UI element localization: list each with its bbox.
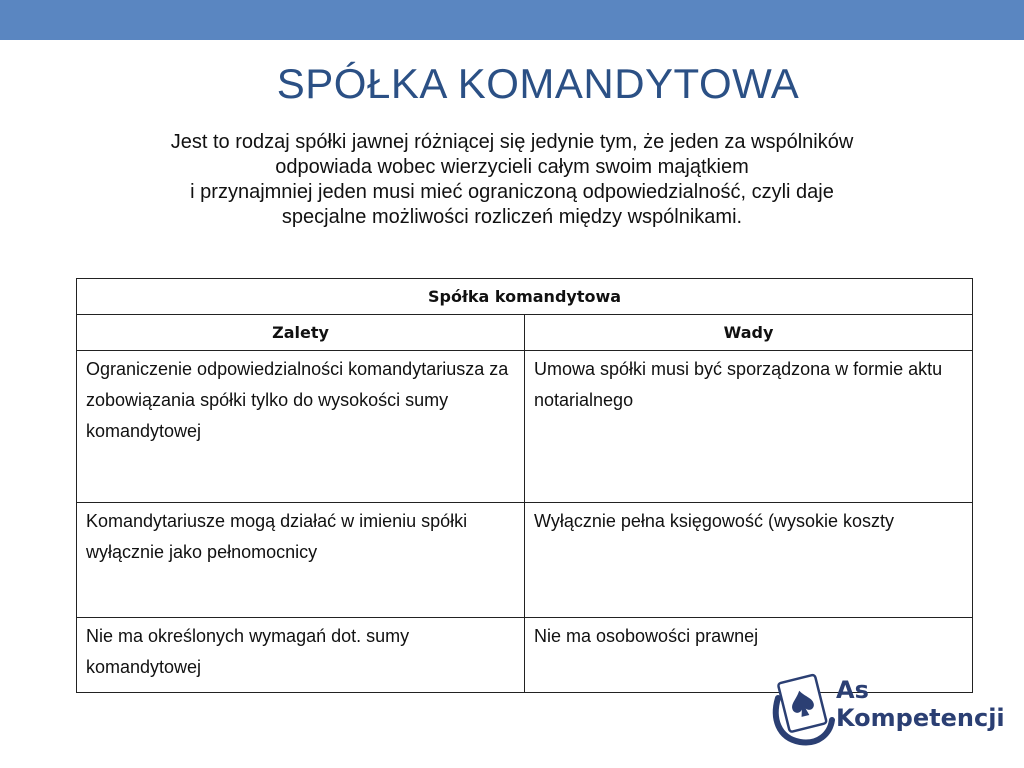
table-row: [77, 351, 973, 503]
intro-line: specjalne możliwości rozliczeń między wspólnikami.: [281, 206, 743, 228]
column-header-zalety: Zalety: [77, 315, 525, 351]
pros-cons-table: [76, 278, 973, 693]
logo-line2: Kompetencji: [836, 704, 1005, 732]
zalety-cell: Nie ma określonych wymagań dot. sumy komandytowej: [77, 618, 525, 693]
wady-cell: Nie ma osobowości prawnej: [525, 618, 973, 693]
intro-line: i przynajmniej jeden musi mieć ograniczoną odpowiedzialność, czyli daje: [190, 181, 834, 203]
intro-paragraph: [60, 130, 964, 230]
logo-wordmark: [836, 676, 1005, 732]
intro-line: odpowiada wobec wierzycieli całym swoim majątkiem: [275, 156, 749, 178]
table-caption: Spółka komandytowa: [77, 279, 973, 315]
logo-line1: As: [836, 676, 869, 704]
as-kompetencji-logo: [768, 668, 1005, 752]
intro-line: Jest to rodzaj spółki jawnej różniącej się jedynie tym, że jeden za wspólników: [170, 131, 854, 153]
header-band: [0, 0, 1024, 40]
slide-title: SPÓŁKA KOMANDYTOWA: [276, 60, 800, 107]
wady-cell: Umowa spółki musi być sporządzona w formie aktu notarialnego: [525, 351, 973, 503]
spade-card-icon: [768, 668, 838, 752]
zalety-cell: Ograniczenie odpowiedzialności komandytariusza za zobowiązania spółki tylko do wysokości sumy komandytowej: [77, 351, 525, 503]
table-row: [77, 503, 973, 618]
wady-cell: Wyłącznie pełna księgowość (wysokie koszty: [525, 503, 973, 618]
zalety-cell: Komandytariusze mogą działać w imieniu spółki wyłącznie jako pełnomocnicy: [77, 503, 525, 618]
column-header-wady: Wady: [525, 315, 973, 351]
